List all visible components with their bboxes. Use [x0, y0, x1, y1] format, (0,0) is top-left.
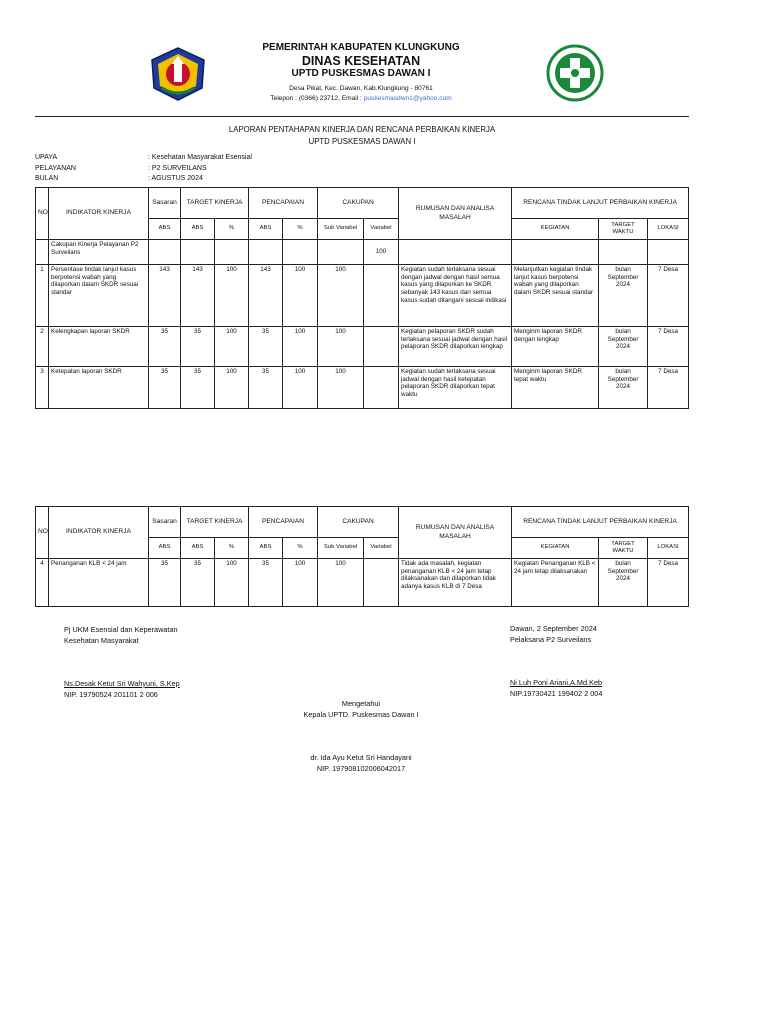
table-row	[36, 559, 689, 607]
report-subtitle: UPTD PUSKESMAS DAWAN I	[308, 137, 416, 146]
row-rumusan: Tidak ada masalah, kegiatan penanganan KLB < 24 jam tetap dilaksanakan dan dilaporkan tidak adanya kasus KLB di 7 Desa	[399, 559, 512, 607]
kinerja-table-2	[35, 506, 689, 607]
sub-abs: ABS	[149, 219, 181, 240]
row-lokasi: 7 Desa	[648, 327, 689, 367]
row-target-waktu: bulan September 2024	[599, 265, 648, 327]
sub-abs: ABS	[181, 538, 215, 559]
right-title: Pelaksana P2 Surveilans	[510, 635, 592, 644]
center-signatory	[220, 698, 502, 720]
row-target-pct: 100	[215, 265, 249, 327]
row-target-waktu: bulan September 2024	[599, 327, 648, 367]
center-signatory-name	[220, 752, 502, 774]
sub-abs: ABS	[149, 538, 181, 559]
row-kegiatan: Kegiatan Penanganan KLB < 24 jam tetap dilaksanakan	[512, 559, 599, 607]
col-rencana: RENCANA TINDAK LANJUT PERBAIKAN KINERJA	[512, 188, 689, 219]
row-target-waktu: bulan September 2024	[599, 559, 648, 607]
col-rumusan: RUMUSAN DAN ANALISA MASALAH	[399, 188, 512, 240]
center-name: dr. Ida Ayu Ketut Sri Handayani	[310, 753, 412, 762]
table-row	[36, 265, 689, 327]
sub-abs: ABS	[249, 219, 283, 240]
row-kegiatan: Mengirim laporan SKDR tepat waktu	[512, 367, 599, 409]
col-target: TARGET KINERJA	[181, 507, 249, 538]
sub-abs: ABS	[181, 219, 215, 240]
col-no: NO	[36, 188, 49, 240]
row-rumusan: Kegiatan sudah terlaksana sesuai dengan jadwal dengan hasil semua kasus yang dilaporkan ke SKDR sebanyak 143 kasus dan semua kasus sudah ditangani sesuai indikasi	[399, 265, 512, 327]
row-lokasi: 7 Desa	[648, 367, 689, 409]
row-capai-pct: 100	[283, 265, 318, 327]
table-row	[36, 367, 689, 409]
sub-variabel: Variabel	[364, 538, 399, 559]
row-sub-variabel: 100	[318, 559, 364, 607]
sub-lokasi: LOKASI	[648, 538, 689, 559]
row-target-pct: 100	[215, 367, 249, 409]
left-signatory	[64, 624, 178, 646]
address: Desa Pikat, Kec. Dawan, Kab.Klungkung - 80761	[289, 85, 433, 92]
row-no: 1	[36, 265, 49, 327]
row-indikator: Penanganan KLB < 24 jam	[49, 559, 149, 607]
row-target-abs: 143	[181, 265, 215, 327]
health-cross-logo	[546, 44, 604, 102]
klungkung-regency-logo	[148, 46, 208, 102]
row-capai-abs: 35	[249, 559, 283, 607]
row-sasaran: 143	[149, 265, 181, 327]
row-rumusan: Kegiatan sudah terlaksana sesuai jadwal dengan hasil ketepatan pelaporan SKDR dilaporkan tepat waktu	[399, 367, 512, 409]
col-no: NO	[36, 507, 49, 559]
row-kegiatan: Mengirim laporan SKDR dengan lengkap	[512, 327, 599, 367]
unit-name: UPTD PUSKESMAS DAWAN I	[291, 68, 431, 79]
summary-row	[36, 240, 689, 265]
row-sub-variabel: 100	[318, 265, 364, 327]
row-no: 2	[36, 327, 49, 367]
col-rumusan: RUMUSAN DAN ANALISA MASALAH	[399, 507, 512, 559]
row-capai-pct: 100	[283, 327, 318, 367]
row-no: 3	[36, 367, 49, 409]
sub-target-waktu: TARGET WAKTU	[599, 219, 648, 240]
table-row	[36, 327, 689, 367]
summary-indikator: Cakupan Kinerja Pelayanan P2 Surveilans	[49, 240, 149, 265]
report-title: LAPORAN PENTAHAPAN KINERJA DAN RENCANA PERBAIKAN KINERJA	[228, 125, 496, 134]
row-sasaran: 35	[149, 559, 181, 607]
left-name: Ns.Desak Ketut Sri Wahyuni, S.Kep	[64, 679, 180, 688]
kinerja-table-1	[35, 187, 689, 409]
sub-sub-variabel: Sub Variabel	[318, 219, 364, 240]
col-sasaran: Sasaran	[149, 188, 181, 219]
sub-target-waktu: TARGET WAKTU	[599, 538, 648, 559]
row-capai-abs: 143	[249, 265, 283, 327]
sub-kegiatan: KEGIATAN	[512, 219, 599, 240]
sub-abs: ABS	[249, 538, 283, 559]
left-signatory-name	[64, 678, 180, 700]
info-label: PELAYANAN	[35, 165, 76, 172]
contact-line	[200, 95, 522, 102]
dept-name: DINAS KESEHATAN	[301, 54, 421, 68]
right-nip: NIP.19730421 199402 2 004	[510, 689, 603, 698]
row-sasaran: 35	[149, 367, 181, 409]
sub-kegiatan: KEGIATAN	[512, 538, 599, 559]
col-cakupan: CAKUPAN	[318, 507, 399, 538]
left-title: Kesehatan Masyarakat	[64, 636, 139, 645]
row-capai-abs: 35	[249, 367, 283, 409]
row-indikator: Ketepatan laporan SKDR	[49, 367, 149, 409]
row-capai-pct: 100	[283, 559, 318, 607]
row-indikator: Kelengkapan laporan SKDR	[49, 327, 149, 367]
row-target-abs: 35	[181, 559, 215, 607]
row-lokasi: 7 Desa	[648, 559, 689, 607]
right-name: Ni Luh Poni Ariani,A.Md.Keb	[510, 678, 603, 687]
row-kegiatan: Melanjutkan kegiatan tindak lanjut kasus berpotensi wabah yang dilaporkan dalam SKDR sesuai standar	[512, 265, 599, 327]
right-signatory	[510, 623, 597, 645]
row-target-pct: 100	[215, 327, 249, 367]
left-nip: NIP. 19790524 201101 2 006	[64, 690, 158, 699]
col-target: TARGET KINERJA	[181, 188, 249, 219]
row-no: 4	[36, 559, 49, 607]
sub-variabel: Variabel	[364, 219, 399, 240]
sub-pct: %	[215, 538, 249, 559]
col-pencapaian: PENCAPAIAN	[249, 507, 318, 538]
gov-name: PEMERINTAH KABUPATEN KLUNGKUNG	[262, 42, 460, 53]
header-divider	[35, 116, 689, 117]
phone-text: Telepon : (0366) 23712, Email :	[270, 95, 364, 102]
center-label: Mengetahui	[341, 699, 381, 708]
col-rencana: RENCANA TINDAK LANJUT PERBAIKAN KINERJA	[512, 507, 689, 538]
col-cakupan: CAKUPAN	[318, 188, 399, 219]
sub-pct: %	[215, 219, 249, 240]
row-rumusan: Kegiatan pelaporan SKDR sudah terlaksana sesuai jadwal dengan hasil pelaporan SKDR dilaporkan lengkap	[399, 327, 512, 367]
sub-pct: %	[283, 538, 318, 559]
center-nip: NIP. 197908102006042017	[316, 764, 406, 773]
right-signatory-name	[510, 677, 602, 699]
row-target-abs: 35	[181, 367, 215, 409]
left-title: Pj UKM Esensial dan Keperawatan	[64, 625, 178, 634]
sub-lokasi: LOKASI	[648, 219, 689, 240]
row-target-pct: 100	[215, 559, 249, 607]
summary-variabel: 100	[364, 240, 399, 265]
row-capai-pct: 100	[283, 367, 318, 409]
sub-sub-variabel: Sub Variabel	[318, 538, 364, 559]
info-label: UPAYA	[35, 154, 58, 161]
col-sasaran: Sasaran	[149, 507, 181, 538]
info-value: : P2 SURVEILANS	[148, 165, 207, 172]
info-label: BULAN	[35, 175, 59, 182]
sub-pct: %	[283, 219, 318, 240]
center-title: Kepala UPTD. Puskesmas Dawan I	[303, 710, 419, 719]
row-sub-variabel: 100	[318, 327, 364, 367]
row-capai-abs: 35	[249, 327, 283, 367]
row-sub-variabel: 100	[318, 367, 364, 409]
info-value: : Kesehatan Masyarakat Esensial	[148, 154, 252, 161]
row-indikator: Persentase tindak lanjut kasus berpotensi wabah yang dilaporkan dalam SKDR sesuai standar	[49, 265, 149, 327]
right-date: Dawan, 2 September 2024	[510, 624, 597, 633]
info-value: : AGUSTUS 2024	[148, 175, 203, 182]
row-target-abs: 35	[181, 327, 215, 367]
col-indikator: INDIKATOR KINERJA	[49, 188, 149, 240]
row-sasaran: 35	[149, 327, 181, 367]
row-lokasi: 7 Desa	[648, 265, 689, 327]
row-target-waktu: bulan September 2024	[599, 367, 648, 409]
email-link[interactable]: puskesmasdwn1@yahoo.com	[363, 95, 452, 102]
col-pencapaian: PENCAPAIAN	[249, 188, 318, 219]
col-indikator: INDIKATOR KINERJA	[49, 507, 149, 559]
